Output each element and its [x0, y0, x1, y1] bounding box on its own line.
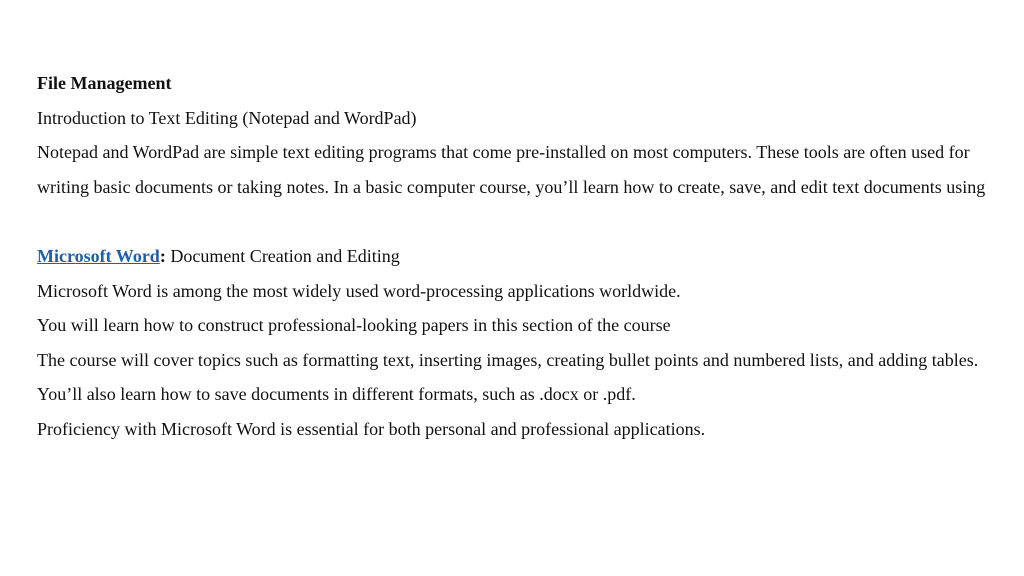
section-heading-file-management: File Management: [37, 73, 172, 93]
spacer: [37, 204, 1012, 239]
title-separator: :: [159, 245, 166, 266]
title-rest: Document Creation and Editing: [165, 245, 400, 266]
word-description-line: Microsoft Word is among the most widely used word-processing applications worldwide.: [37, 280, 681, 301]
microsoft-word-link[interactable]: Microsoft Word: [37, 245, 160, 266]
word-learn-line: You will learn how to construct professional-looking papers in this section of the course: [37, 315, 671, 336]
section-subheading-text-editing: Introduction to Text Editing (Notepad and WordPad): [37, 107, 417, 128]
slide-content: [37, 66, 1012, 447]
paragraph-notepad-wordpad: Notepad and WordPad are simple text editing programs that come pre-installed on most computers. These tools are often used for writing basic documents or taking notes. In a basic computer course, you’ll learn how to create, save, and edit text documents using: [37, 142, 986, 197]
paragraph-course-topics: The course will cover topics such as formatting text, inserting images, creating bullet points and numbered lists, and adding tables. You’ll also learn how to save documents in different formats, such as .docx or .pdf.: [37, 349, 979, 405]
section-title-microsoft-word: [37, 239, 1012, 274]
word-proficiency-line: Proficiency with Microsoft Word is essential for both personal and professional applications.: [37, 418, 706, 439]
